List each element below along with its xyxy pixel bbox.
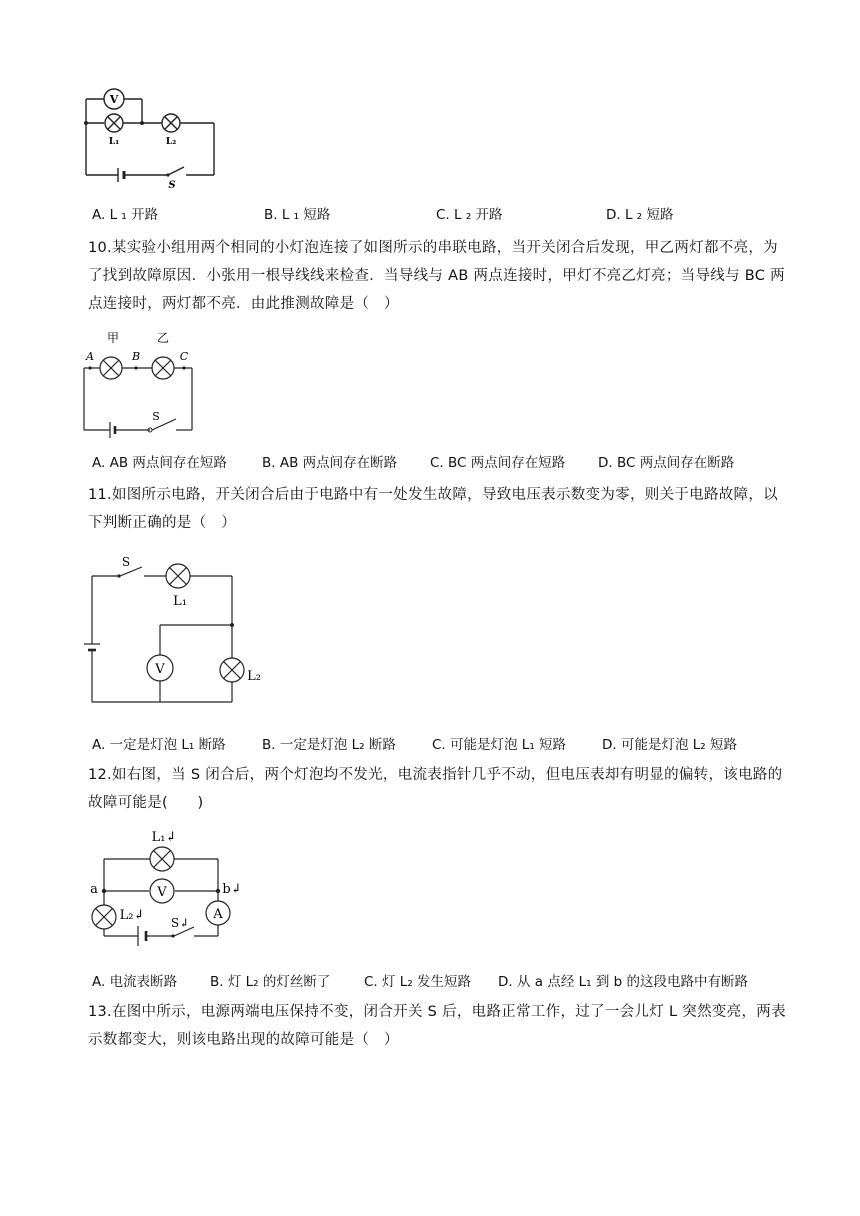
- q11-l2-label: L₂: [247, 669, 261, 684]
- q11-option-a[interactable]: A. 一定是灯泡 L₁ 断路: [92, 737, 226, 753]
- q12-ammeter-label: A: [213, 907, 223, 922]
- q11-voltmeter-label: V: [155, 662, 165, 677]
- q11-switch-label: S: [121, 555, 131, 569]
- q11-option-b[interactable]: B. 一定是灯泡 L₂ 断路: [262, 737, 396, 753]
- q10-point-c-label: C: [179, 350, 189, 363]
- q12-l1-label: L₁↲: [151, 830, 177, 845]
- q12-point-b-label: b↲: [222, 882, 242, 897]
- q13-question-text: 13.在图中所示，电源两端电压保持不变，闭合开关 S 后，电路正常工作，过了一会儿灯 L 突然变亮，两表示数都变大，则该电路出现的故障可能是（ ）: [88, 1004, 786, 1048]
- q9-circuit-diagram: [80, 86, 220, 191]
- q11-l1-label: L₁: [173, 594, 187, 609]
- q9-option-a[interactable]: A. L ₁ 开路: [92, 207, 159, 223]
- q12-l2-label: L₂↲: [119, 908, 145, 923]
- q9-switch-label: S: [168, 180, 176, 191]
- q10-option-a[interactable]: A. AB 两点间存在短路: [92, 455, 227, 471]
- q10-lamp-yi-label: 乙: [156, 331, 170, 345]
- q12-option-c[interactable]: C. 灯 L₂ 发生短路: [364, 974, 472, 990]
- q9-voltmeter-label: V: [109, 93, 119, 106]
- q10-option-d[interactable]: D. BC 两点间存在断路: [598, 455, 735, 471]
- q9-option-b[interactable]: B. L ₁ 短路: [264, 207, 331, 223]
- q9-option-c[interactable]: C. L ₂ 开路: [436, 207, 503, 223]
- q9-l1-label: L₁: [108, 137, 120, 147]
- q10-point-a-label: A: [86, 350, 94, 363]
- q10-point-b-label: B: [131, 350, 141, 363]
- q11-option-d[interactable]: D. 可能是灯泡 L₂ 短路: [602, 737, 737, 753]
- q10-option-c[interactable]: C. BC 两点间存在短路: [430, 455, 566, 471]
- q12-voltmeter-label: V: [157, 885, 167, 900]
- q12-option-a[interactable]: A. 电流表断路: [92, 974, 178, 990]
- q10-switch-label: S: [152, 410, 160, 423]
- q12-option-b[interactable]: B. 灯 L₂ 的灯丝断了: [210, 974, 331, 990]
- q9-l2-label: L₂: [165, 137, 177, 147]
- q9-option-d[interactable]: D. L ₂ 短路: [606, 207, 674, 223]
- q10-lamp-jia-label: 甲: [106, 331, 120, 345]
- q12-option-d[interactable]: D. 从 a 点经 L₁ 到 b 的这段电路中有断路: [498, 974, 749, 990]
- q11-question-text: 11.如图所示电路，开关闭合后由于电路中有一处发生故障，导致电压表示数变为零，则关于电路故障，以下判断正确的是（ ）: [88, 487, 778, 531]
- q12-point-a-label: a: [90, 882, 98, 897]
- q10-question-text: 10.某实验小组用两个相同的小灯泡连接了如图所示的串联电路，当开关闭合后发现，甲乙两灯都不亮，为了找到故障原因．小张用一根导线线来检查．当导线与 AB 两点连接时，甲灯不亮乙灯亮；当导线与 BC 两点连接时，两灯都不亮．由此推测故障是（ ）: [88, 240, 785, 312]
- q11-circuit-diagram: [84, 552, 264, 712]
- q12-question-text: 12.如右图，当 S 闭合后，两个灯泡均不发光，电流表指针几乎不动，但电压表却有明显的偏转，该电路的故障可能是( ): [88, 767, 783, 811]
- q12-switch-label: S↲: [170, 916, 190, 930]
- q10-option-b[interactable]: B. AB 两点间存在断路: [262, 455, 398, 471]
- q10-circuit-diagram: [80, 330, 210, 440]
- q11-option-c[interactable]: C. 可能是灯泡 L₁ 短路: [432, 737, 567, 753]
- q12-circuit-diagram: [86, 823, 246, 953]
